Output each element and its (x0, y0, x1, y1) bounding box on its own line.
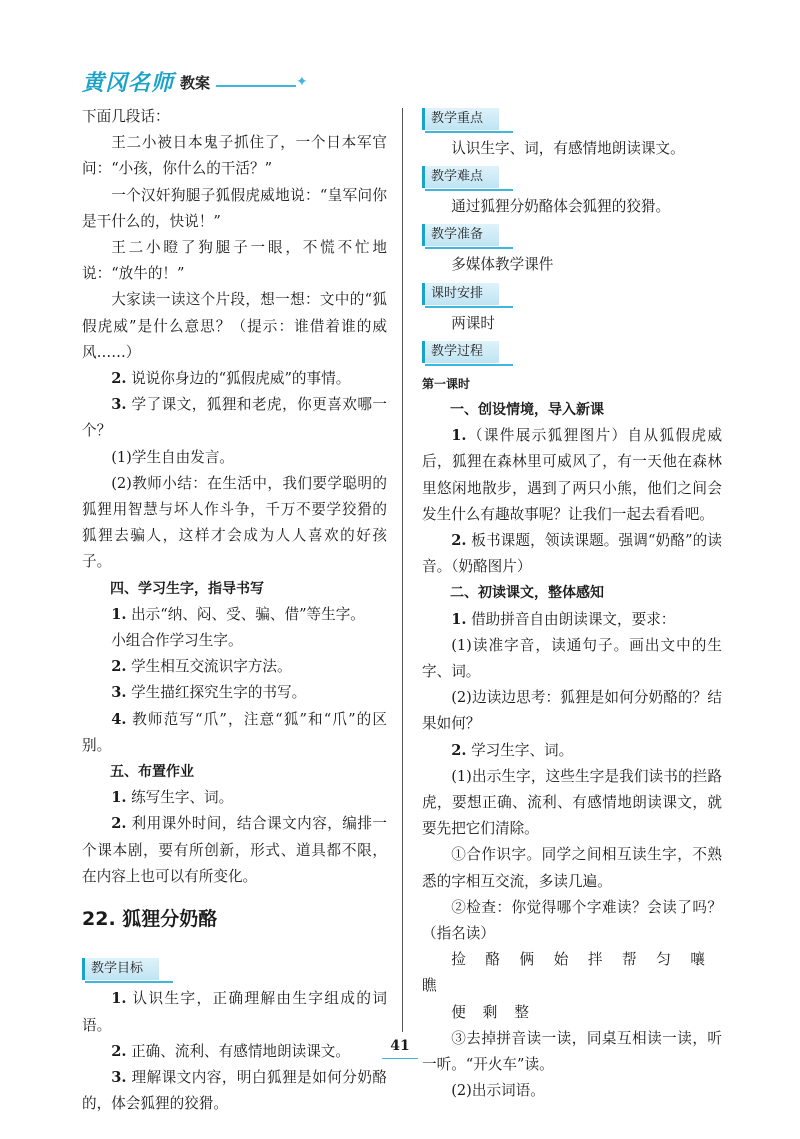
footer-rule (382, 1058, 418, 1059)
header-subtitle: 教案 (180, 74, 211, 92)
item-text: 教师范写“爪”，注意“狐”和“爪”的区别。 (82, 710, 387, 754)
item-number: 2. (111, 370, 127, 388)
item-text: （课件展示狐狸图片）自从狐假虎威后，狐狸在森林里可威风了，有一天他在森林里悠闲地散步，遇到了两只小熊，他们之间会发生什么有趣故事呢？让我们一起去看看吧。 (422, 427, 722, 523)
star-icon: ✦ (296, 74, 308, 90)
paragraph: 小组合作学习生字。 (111, 632, 243, 650)
right-column (422, 104, 722, 1105)
numbered-item (82, 366, 387, 392)
paragraph: ③去掉拼音读一读，同桌互相读一读，听一听。“开火车”读。 (422, 1029, 722, 1074)
numbered-item (422, 607, 722, 633)
item-text: 学生描红探究生字的书写。 (126, 684, 307, 702)
item-number: 2. (451, 741, 467, 759)
paragraph: (1)出示生字，这些生字是我们读书的拦路虎，要想正确、流利、有感情地朗读课文，就要先把它们清除。 (422, 767, 722, 838)
item-number: 1. (111, 605, 127, 623)
item-number: 2. (451, 532, 467, 550)
paragraph: (1)读准字音，读通句子。画出文中的生字、词。 (422, 636, 722, 681)
paragraph: 通过狐狸分奶酪体会狐狸的狡猾。 (451, 198, 671, 216)
teaching-difficulty-tag: 教学难点 (422, 166, 499, 188)
numbered-item (82, 654, 387, 680)
teaching-prep-tag: 教学准备 (422, 224, 499, 246)
paragraph: 认识生字、词，有感情地朗读课文。 (451, 140, 685, 157)
numbered-item (82, 986, 387, 1038)
numbered-item (82, 392, 387, 444)
tag-row (422, 337, 722, 369)
character-list: 便剩整 (451, 1003, 546, 1021)
numbered-item (422, 423, 722, 528)
item-number: 1. (111, 990, 127, 1008)
item-number: 2. (111, 815, 127, 833)
section-heading: 二、初读课文，整体感知 (450, 585, 604, 602)
teaching-focus-tag: 教学重点 (422, 108, 499, 130)
section-heading: 一、创设情境，导入新课 (450, 402, 604, 419)
paragraph: 王二小被日本鬼子抓住了，一个日本军官问：“小孩，你什么的干活？” (82, 134, 387, 178)
numbered-item (82, 1065, 387, 1117)
item-text: 出示“纳、闷、受、骗、借”等生字。 (126, 605, 365, 623)
numbered-item (82, 602, 387, 628)
item-number: 4. (111, 710, 127, 728)
brand-logo: 黄冈名师 (82, 71, 175, 96)
header-rule (216, 85, 296, 87)
item-number: 2. (111, 1042, 127, 1060)
item-text: 板书课题，领读课题。强调“奶酪”的读音。（奶酪图片） (422, 532, 722, 576)
paragraph: 下面几段话： (82, 108, 170, 125)
paragraph: ①合作识字。同学之间相互读生字，不熟悉的字相互交流，多读几遍。 (422, 846, 722, 890)
item-text: 正确、流利、有感情地朗读课文。 (126, 1042, 350, 1060)
item-number: 1. (451, 610, 467, 628)
numbered-item (82, 785, 387, 811)
numbered-item (422, 528, 722, 580)
numbered-item (82, 811, 387, 890)
paragraph: (2)边读边思考：狐狸是如何分奶酪的？结果如何？ (422, 689, 722, 733)
item-text: 学生相互交流识字方法。 (126, 658, 292, 676)
item-text: 认识生字，正确理解由生字组成的词语。 (82, 990, 387, 1034)
lesson-title: 22. 狐狸分奶酪 (82, 908, 218, 931)
item-text: 学了课文，狐狸和老虎，你更喜欢哪一个？ (82, 396, 387, 440)
paragraph: (2)教师小结：在生活中，我们要学聪明的狐狸用智慧与坏人作斗争，千万不要学狡猾的狐狸去骗人，这样才会成为人人喜欢的好孩子。 (82, 474, 387, 571)
page-number: 41 (390, 1038, 410, 1054)
paragraph: 两课时 (451, 314, 495, 332)
item-number: 1. (111, 789, 127, 807)
item-text: 练写生字、词。 (126, 789, 234, 807)
item-text: 学习生字、词。 (466, 741, 574, 759)
item-text: 借助拼音自由朗读课文，要求： (466, 610, 676, 628)
column-divider (402, 108, 403, 1032)
character-list: 捡酪俩始拌帮匀嚷瞧 (422, 951, 722, 995)
item-number: 3. (111, 684, 127, 702)
paragraph: 一个汉奸狗腿子狐假虎威地说：“皇军问你是干什么的，快说！” (82, 186, 387, 230)
item-number: 3. (111, 1068, 127, 1086)
item-number: 3. (111, 396, 127, 414)
tag-row (422, 279, 722, 311)
teaching-goals-tag: 教学目标 (82, 958, 159, 980)
item-text: 说说你身边的“狐假虎威”的事情。 (126, 370, 351, 388)
tag-row (82, 954, 387, 986)
item-number: 2. (111, 658, 127, 676)
paragraph: ②检查：你觉得哪个字难读？会读了吗？（指名读） (422, 898, 722, 943)
paragraph: (2)出示词语。 (451, 1082, 545, 1100)
tag-row (422, 162, 722, 194)
numbered-item (422, 738, 722, 764)
tag-row (422, 220, 722, 252)
item-text: 理解课文内容，明白狐狸是如何分奶酪的，体会狐狸的狡猾。 (82, 1068, 387, 1113)
schedule-tag: 课时安排 (422, 283, 499, 305)
numbered-item (82, 680, 387, 706)
paragraph: 大家读一读这个片段，想一想：文中的“狐假虎威”是什么意思？（提示：谁借着谁的威风……） (82, 291, 387, 361)
left-column (82, 104, 387, 1117)
numbered-item (82, 707, 387, 759)
paragraph: 王二小瞪了狗腿子一眼，不慌不忙地说：“放牛的！” (82, 239, 387, 283)
teaching-process-tag: 教学过程 (422, 341, 499, 363)
paragraph: 多媒体教学课件 (451, 256, 554, 274)
section-heading: 五、布置作业 (110, 764, 194, 781)
paragraph: (1)学生自由发言。 (111, 448, 235, 466)
tag-row (422, 104, 722, 136)
item-text: 利用课外时间，结合课文内容，编排一个课本剧，要有所创新，形式、道具都不限，在内容上也可以有所变化。 (82, 815, 387, 885)
session-title: 第一课时 (422, 376, 471, 391)
item-number: 1. (451, 427, 467, 445)
section-heading: 四、学习生字，指导书写 (110, 580, 264, 597)
